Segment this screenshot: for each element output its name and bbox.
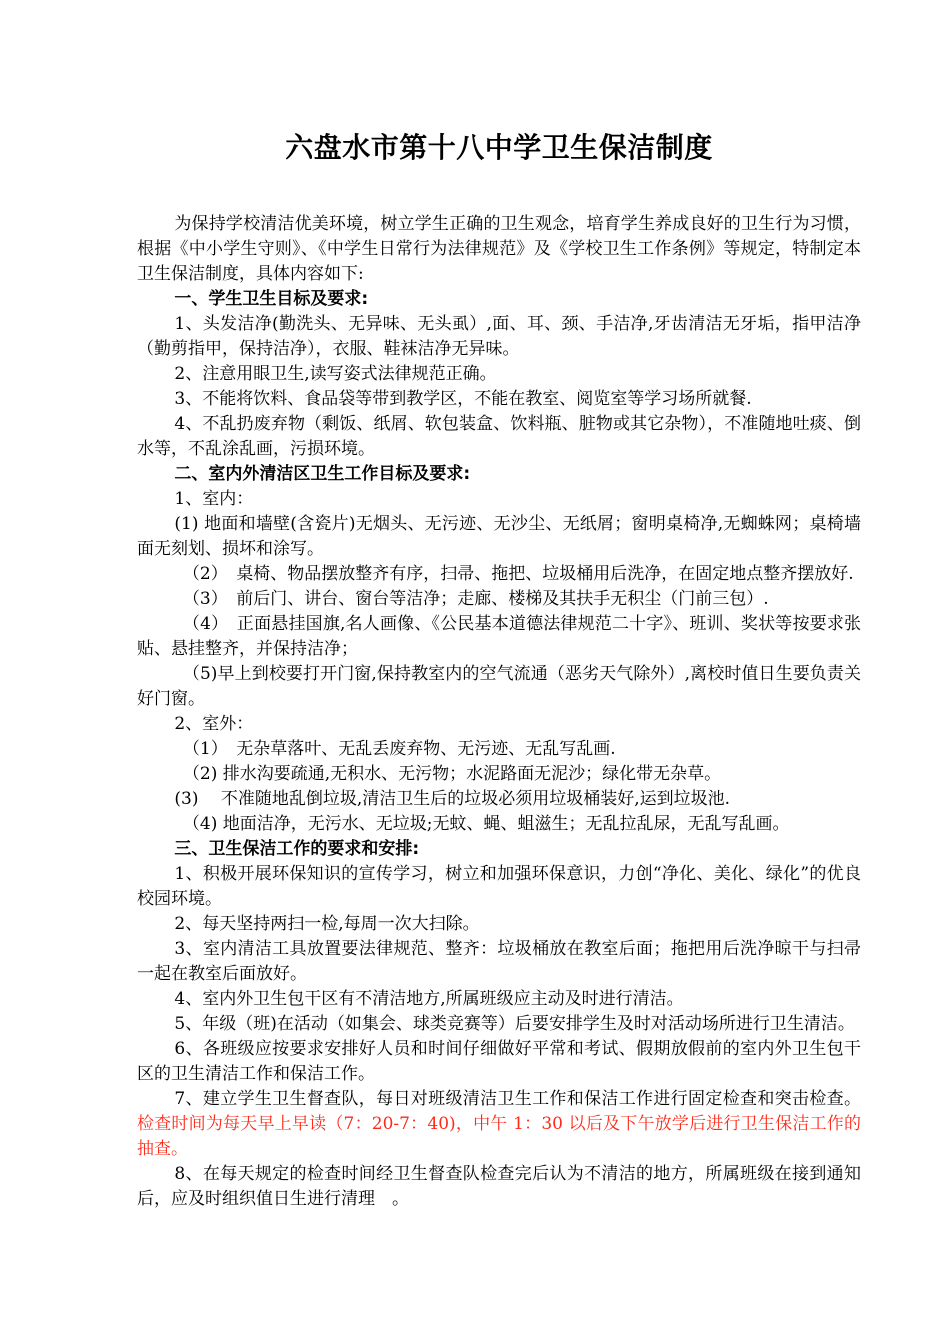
list-item: 3、不能将饮料、食品袋等带到教学区，不能在教室、阅览室等学习场所就餐. xyxy=(174,389,752,409)
section-heading-arrangements: 三、卫生保洁工作的要求和安排: xyxy=(174,839,420,859)
list-item: 5、年级（班)在活动（如集会、球类竞赛等）后要安排学生及时对活动场所进行卫生清洁。 xyxy=(174,1014,855,1034)
list-item: （4) 地面洁净，无污水、无垃圾;无蚊、蝇、蛆滋生；无乱拉乱尿，无乱写乱画。 xyxy=(182,814,790,834)
list-item: 4、不乱扔废弃物（剩饭、纸屑、软包装盒、饮料瓶、脏物或其它杂物），不准随地吐痰、倒水等，不乱涂乱画，污损环境。 xyxy=(137,414,861,459)
list-item: 2、注意用眼卫生,读写姿式法律规范正确。 xyxy=(174,364,497,384)
section-heading-cleaning-areas: 二、室内外清洁区卫生工作目标及要求: xyxy=(174,464,471,484)
list-item: 1、积极开展环保知识的宣传学习，树立和加强环保意识，力创“净化、美化、绿化”的优良校园环境。 xyxy=(137,864,861,909)
document-page xyxy=(137,128,861,1212)
inspection-text: 7、建立学生卫生督查队，每日对班级清洁卫生工作和保洁工作进行固定检查和突击检查。 xyxy=(174,1089,861,1109)
list-item: 4、室内外卫生包干区有不清洁地方,所属班级应主动及时进行清洁。 xyxy=(174,989,684,1009)
section-heading-student-hygiene: 一、学生卫生目标及要求: xyxy=(174,289,369,309)
list-item: (3) 不准随地乱倒垃圾,清洁卫生后的垃圾必须用垃圾桶装好,运到垃圾池. xyxy=(174,789,731,809)
document-title: 六盘水市第十八中学卫生保洁制度 xyxy=(285,131,713,164)
list-item: 1、头发洁净(勤洗头、无异味、无头虱）,面、耳、颈、手洁净,牙齿清洁无牙垢，指甲洁净（勤剪指甲，保持洁净），衣服、鞋袜洁净无异味。 xyxy=(137,314,861,359)
indoor-label: 1、室内： xyxy=(174,489,254,509)
list-item: 8、在每天规定的检查时间经卫生督查队检查完后认为不清洁的地方，所属班级在接到通知后，应及时组织值日生进行清理 。 xyxy=(137,1164,861,1209)
list-item: （4） 正面悬挂国旗,名人画像、《公民基本道德法律规范二十字》、班训、奖状等按要求张贴、悬挂整齐，并保持洁净； xyxy=(137,614,861,659)
list-item: 6、各班级应按要求安排好人员和时间仔细做好平常和考试、假期放假前的室内外卫生包干区的卫生清洁工作和保洁工作。 xyxy=(137,1039,861,1084)
list-item: （5)早上到校要打开门窗,保持教室内的空气流通（恶劣天气除外）,离校时值日生要负责关好门窗。 xyxy=(137,664,861,709)
intro-paragraph: 为保持学校清洁优美环境，树立学生正确的卫生观念，培育学生养成良好的卫生行为习惯，根据《中小学生守则》、《中学生日常行为法律规范》及《学校卫生工作条例》等规定，特制定本卫生保洁制度，具体内容如下: xyxy=(137,214,861,284)
list-item-inspection xyxy=(137,1087,861,1162)
list-item: （2） 桌椅、物品摆放整齐有序，扫帚、拖把、垃圾桶用后洗净，在固定地点整齐摆放好. xyxy=(182,564,854,584)
list-item: 3、室内清洁工具放置要法律规范、整齐：垃圾桶放在教室后面；拖把用后洗净晾干与扫帚一起在教室后面放好。 xyxy=(137,939,861,984)
inspection-time-highlight: 检查时间为每天早上早读（7：20-7：40)，中午 1：30 以后及下午放学后进行卫生保洁工作的抽查。 xyxy=(137,1114,861,1159)
list-item: 2、每天坚持两扫一检,每周一次大扫除。 xyxy=(174,914,480,934)
outdoor-label: 2、室外： xyxy=(174,714,254,734)
list-item: （1） 无杂草落叶、无乱丢废弃物、无污迹、无乱写乱画. xyxy=(182,739,616,759)
list-item: （3） 前后门、讲台、窗台等洁净；走廊、楼梯及其扶手无积尘（门前三包）. xyxy=(182,589,769,609)
list-item: （2) 排水沟要疏通,无积水、无污物；水泥路面无泥沙；绿化带无杂草。 xyxy=(182,764,722,784)
list-item: (1) 地面和墙壁(含瓷片)无烟头、无污迹、无沙尘、无纸屑；窗明桌椅净,无蜘蛛网；桌椅墙面无刻划、损坏和涂写。 xyxy=(137,514,861,559)
